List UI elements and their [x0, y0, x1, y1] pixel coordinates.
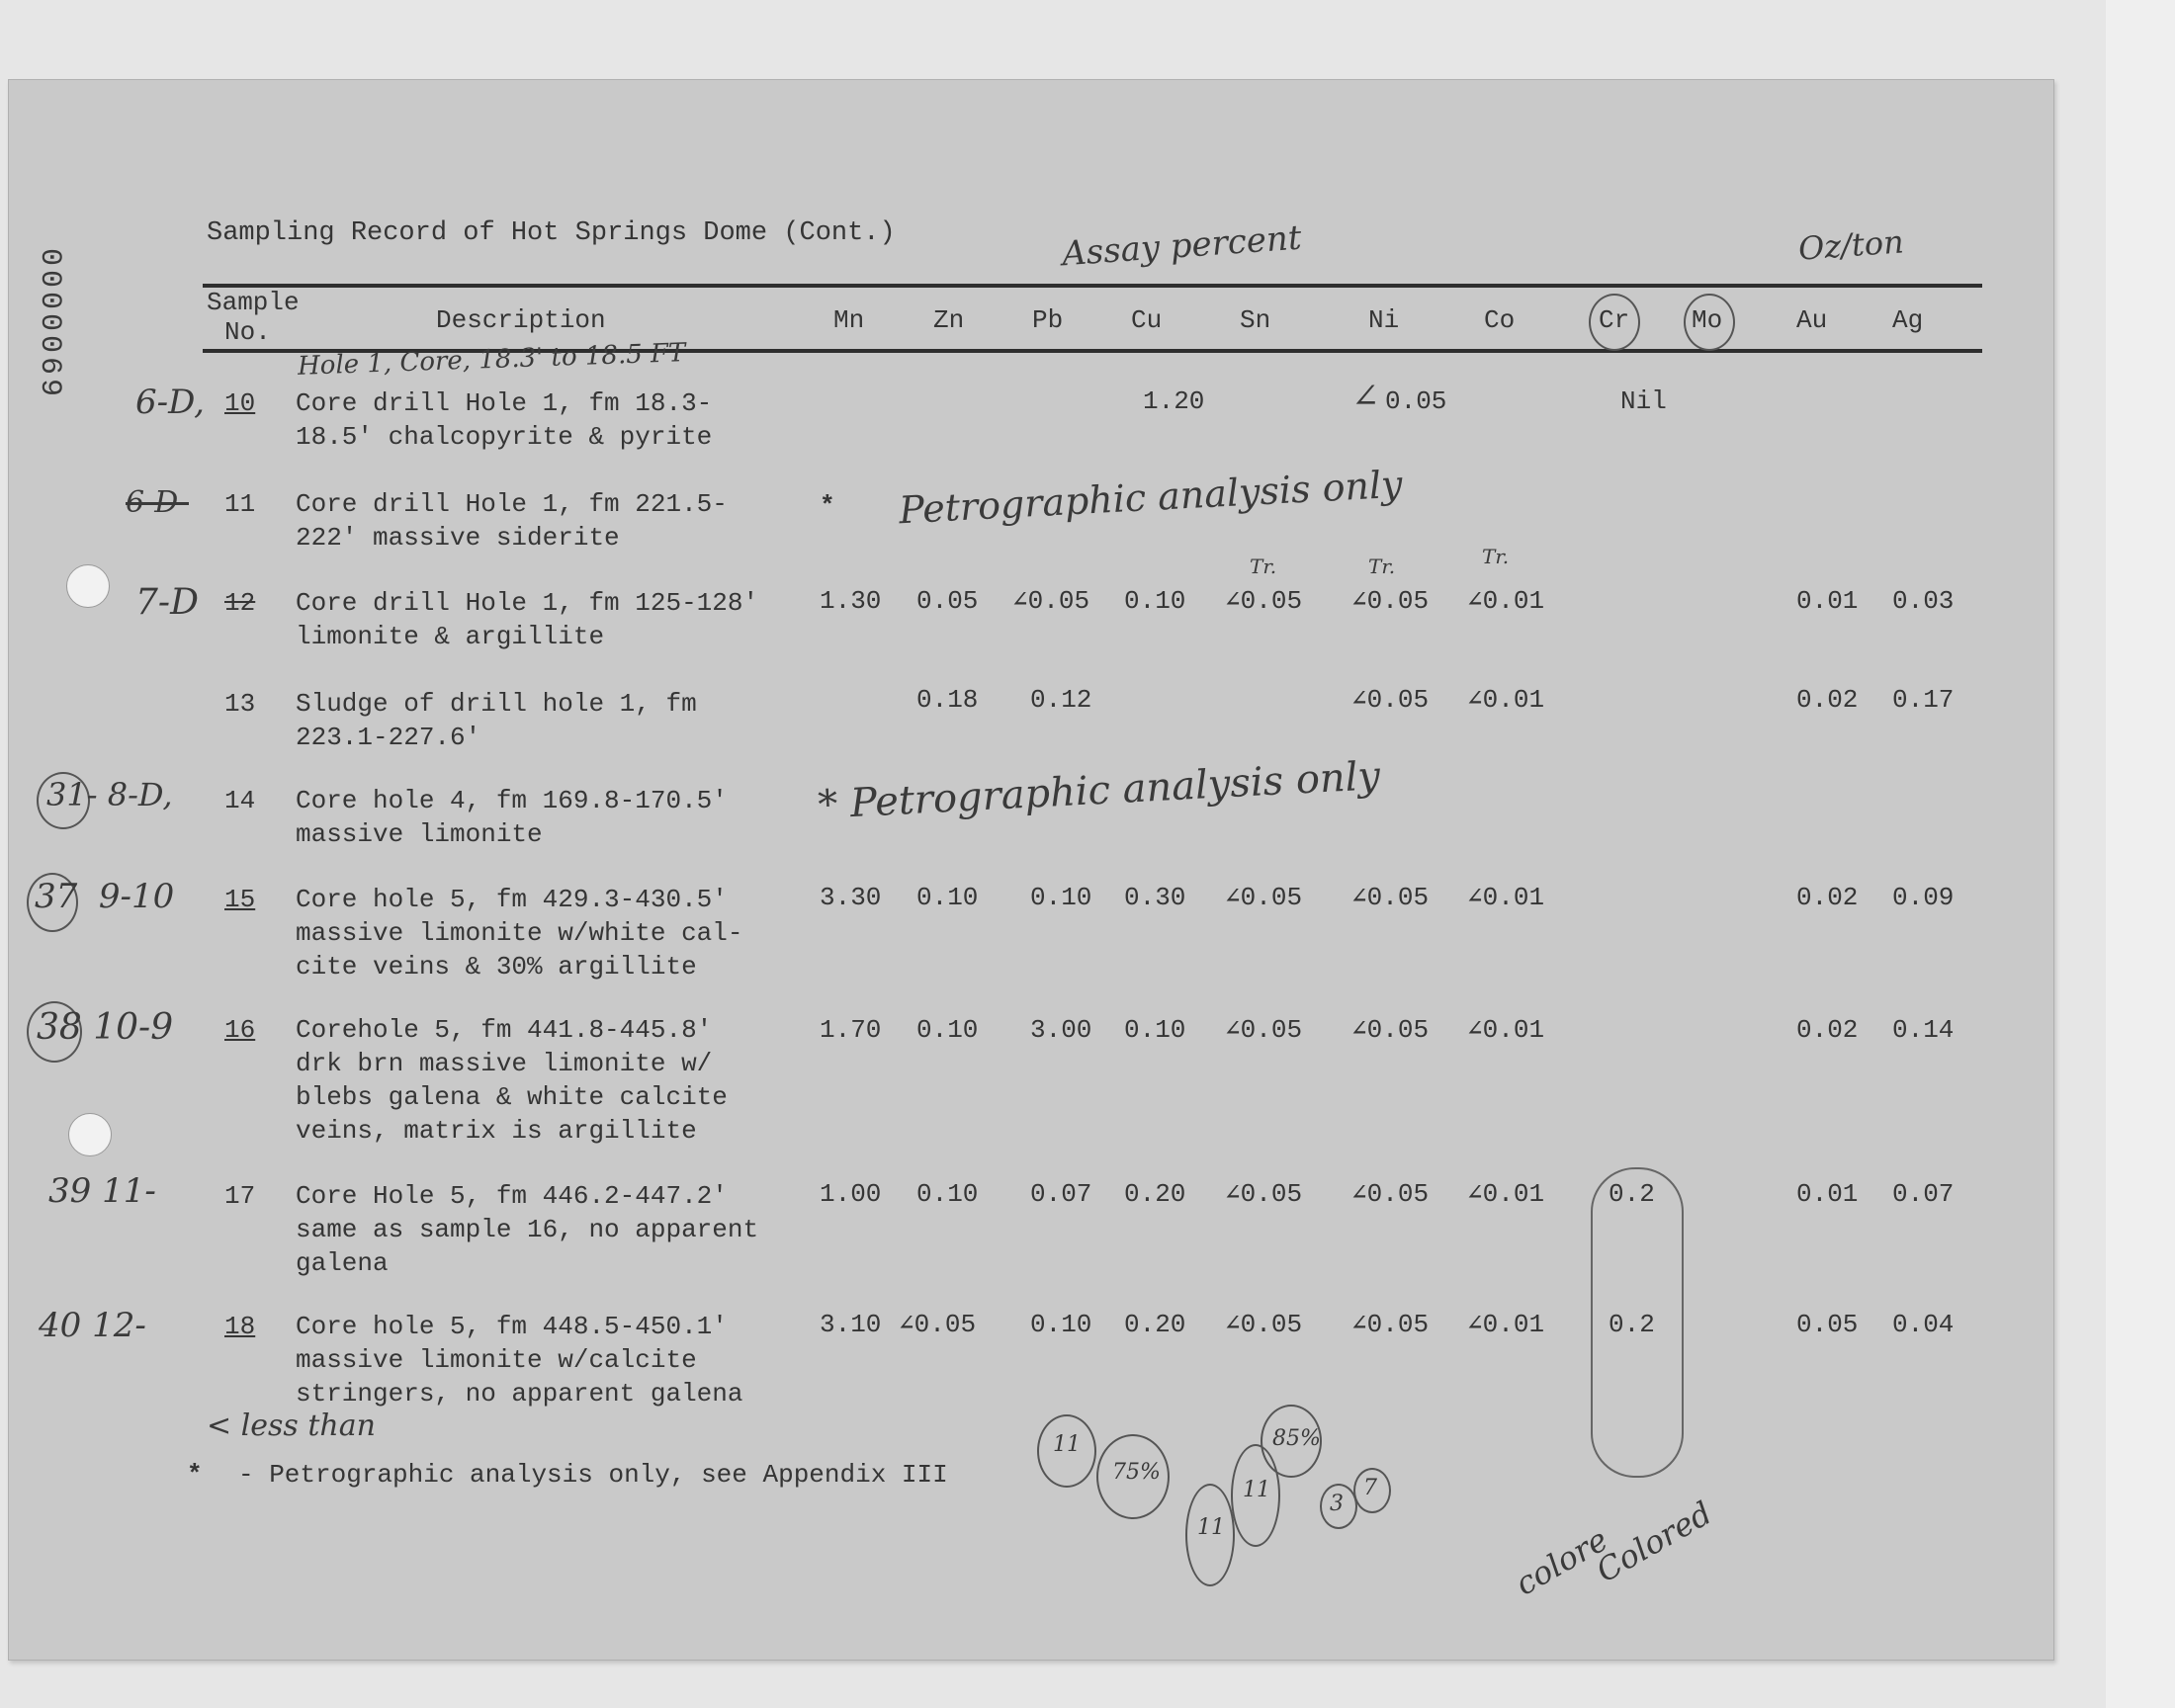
ni-17-val: 0.05 [1366, 1179, 1430, 1209]
petro-marker-11: * [820, 491, 835, 521]
hole-note: Hole 1, Core, 18.3' to 18.5 FT [297, 338, 686, 382]
tally-circle-5 [1261, 1405, 1322, 1478]
mn-12: 1.30 [820, 586, 882, 616]
pb-17: 0.07 [1030, 1179, 1092, 1209]
lt-sn-15: ∠ [1225, 883, 1241, 912]
co-15 [1467, 881, 1544, 914]
tally-circle-3 [1185, 1484, 1235, 1586]
tally-text-4: 11 [1243, 1478, 1270, 1502]
ni-12 [1351, 584, 1429, 618]
margin-note-14: 31- 8-D, [46, 776, 173, 813]
sn-16 [1225, 1013, 1302, 1047]
margin-note-10: 6-D, [135, 383, 205, 422]
lt-sn-12: ∠ [1225, 586, 1241, 616]
lt-ni-13: ∠ [1351, 685, 1367, 715]
background-strip [2106, 0, 2175, 1708]
ni-18-val: 0.05 [1366, 1310, 1430, 1339]
desc-16-line1: Corehole 5, fm 441.8-445.8' [296, 1015, 713, 1045]
margin-note-17: 39 11- [48, 1171, 156, 1211]
cu-17: 0.20 [1124, 1179, 1186, 1209]
colored-note: Colored [1590, 1494, 1718, 1590]
cu-10: 1.20 [1143, 386, 1205, 416]
col-header-cr: Cr [1599, 305, 1630, 335]
tally-text-2: 75% [1112, 1460, 1161, 1485]
co-17 [1467, 1177, 1544, 1211]
lt-co-12: ∠ [1467, 586, 1483, 616]
cr-10: Nil [1620, 386, 1667, 416]
margin-note-18: 40 12- [39, 1306, 146, 1345]
sn-17-val: 0.05 [1240, 1179, 1303, 1209]
margin-note-12: 7-D [135, 582, 199, 623]
tally-circle-1 [1037, 1414, 1096, 1488]
lt-co-15: ∠ [1467, 883, 1483, 912]
tally-text-7: 7 [1363, 1476, 1377, 1500]
tr-note-ni: Tr. [1368, 555, 1396, 578]
lt-ni-16: ∠ [1351, 1015, 1367, 1045]
lt-co-16: ∠ [1467, 1015, 1483, 1045]
less-than-legend: < less than [207, 1409, 376, 1443]
desc-17-line3: galena [296, 1248, 389, 1278]
petro-note-14: * Petrographic analysis only [817, 753, 1382, 828]
cr-17: 0.2 [1609, 1179, 1655, 1209]
sample-no-13: 13 [224, 689, 256, 719]
ag-15: 0.09 [1892, 883, 1955, 912]
tr-note-co: Tr. [1482, 545, 1510, 568]
desc-16-line4: veins, matrix is argillite [296, 1116, 697, 1146]
col-header-sample: Sample [207, 288, 300, 317]
desc-12-line2: limonite & argillite [296, 622, 605, 651]
desc-16-line2: drk brn massive limonite w/ [296, 1049, 713, 1078]
col-header-description: Description [436, 305, 606, 335]
ni-15 [1351, 881, 1429, 914]
cu-15: 0.30 [1124, 883, 1186, 912]
pb-16: 3.00 [1030, 1015, 1092, 1045]
co-18-val: 0.01 [1482, 1310, 1545, 1339]
co-13 [1467, 683, 1544, 717]
zn-15: 0.10 [916, 883, 979, 912]
col-header-pb: Pb [1032, 305, 1064, 335]
col-header-sn: Sn [1240, 305, 1271, 335]
co-12-val: 0.01 [1482, 586, 1545, 616]
sample-no-11: 11 [224, 489, 256, 519]
hole-punch-top [66, 564, 110, 608]
desc-17-line2: same as sample 16, no apparent [296, 1215, 759, 1244]
less-than-mark-ni-10: ∠ [1351, 377, 1380, 416]
sn-15-val: 0.05 [1240, 883, 1303, 912]
lt-co-18: ∠ [1467, 1310, 1483, 1339]
petro-note-11: Petrographic analysis only [898, 462, 1404, 533]
desc-18-line3: stringers, no apparent galena [296, 1379, 743, 1409]
ag-12: 0.03 [1892, 586, 1955, 616]
ag-17: 0.07 [1892, 1179, 1955, 1209]
lt-sn-18: ∠ [1225, 1310, 1241, 1339]
pb-12 [1012, 584, 1089, 618]
lt-ni-17: ∠ [1351, 1179, 1367, 1209]
desc-15-line3: cite veins & 30% argillite [296, 952, 697, 982]
footnote-marker: * [187, 1460, 203, 1490]
au-12: 0.01 [1796, 586, 1859, 616]
header-rule-top [203, 284, 1982, 288]
sn-17 [1225, 1177, 1302, 1211]
desc-18-line1: Core hole 5, fm 448.5-450.1' [296, 1312, 728, 1341]
co-18 [1467, 1308, 1544, 1341]
sn-12 [1225, 584, 1302, 618]
zn-12: 0.05 [916, 586, 979, 616]
document-page [8, 79, 2054, 1661]
ag-16: 0.14 [1892, 1015, 1955, 1045]
ni-16 [1351, 1013, 1429, 1047]
lt-ni-12: ∠ [1351, 586, 1367, 616]
desc-15-line1: Core hole 5, fm 429.3-430.5' [296, 885, 728, 914]
pb-18: 0.10 [1030, 1310, 1092, 1339]
tally-text-1: 11 [1053, 1432, 1081, 1457]
cu-16: 0.10 [1124, 1015, 1186, 1045]
mn-18: 3.10 [820, 1310, 882, 1339]
tally-text-6: 3 [1330, 1492, 1344, 1516]
desc-10-line1: Core drill Hole 1, fm 18.3- [296, 388, 713, 418]
sn-18 [1225, 1308, 1302, 1341]
lt-sn-16: ∠ [1225, 1015, 1241, 1045]
sn-15 [1225, 881, 1302, 914]
zn-13: 0.18 [916, 685, 979, 715]
ni-15-val: 0.05 [1366, 883, 1430, 912]
sample-no-14: 14 [224, 786, 256, 815]
oz-per-ton-note: Oz/ton [1796, 222, 1905, 268]
cu-12: 0.10 [1124, 586, 1186, 616]
pb-15: 0.10 [1030, 883, 1092, 912]
ni-10: 0.05 [1385, 386, 1447, 416]
col-header-mn: Mn [833, 305, 865, 335]
au-15: 0.02 [1796, 883, 1859, 912]
tally-circle-6 [1320, 1484, 1357, 1529]
ni-13 [1351, 683, 1429, 717]
ni-17 [1351, 1177, 1429, 1211]
lt-co-17: ∠ [1467, 1179, 1483, 1209]
au-17: 0.01 [1796, 1179, 1859, 1209]
desc-13-line1: Sludge of drill hole 1, fm [296, 689, 697, 719]
desc-14-line2: massive limonite [296, 819, 543, 849]
desc-15-line2: massive limonite w/white cal- [296, 918, 743, 948]
ni-18 [1351, 1308, 1429, 1341]
cu-18: 0.20 [1124, 1310, 1186, 1339]
mn-17: 1.00 [820, 1179, 882, 1209]
co-12 [1467, 584, 1544, 618]
co-16 [1467, 1013, 1544, 1047]
colore-note: colore [1509, 1520, 1614, 1603]
zn-18-val: 0.05 [914, 1310, 977, 1339]
desc-14-line1: Core hole 4, fm 169.8-170.5' [296, 786, 728, 815]
col-header-au: Au [1796, 305, 1828, 335]
col-header-cu: Cu [1131, 305, 1163, 335]
tally-circle-7 [1353, 1468, 1391, 1513]
au-18: 0.05 [1796, 1310, 1859, 1339]
sample-no-10: 10 [224, 388, 256, 418]
page-title: Sampling Record of Hot Springs Dome (Cont.) [207, 218, 896, 248]
tally-text-5: 85% [1272, 1426, 1321, 1451]
desc-18-line2: massive limonite w/calcite [296, 1345, 697, 1375]
col-header-zn: Zn [933, 305, 965, 335]
co-13-val: 0.01 [1482, 685, 1545, 715]
zn-16: 0.10 [916, 1015, 979, 1045]
au-16: 0.02 [1796, 1015, 1859, 1045]
lt-zn-18: ∠ [899, 1310, 914, 1339]
tr-note-sn: Tr. [1250, 555, 1277, 578]
mn-16: 1.70 [820, 1015, 882, 1045]
sample-no-12 [224, 586, 255, 620]
au-13: 0.02 [1796, 685, 1859, 715]
ni-12-val: 0.05 [1366, 586, 1430, 616]
co-15-val: 0.01 [1482, 883, 1545, 912]
sample-no-15: 15 [224, 885, 256, 914]
zn-17: 0.10 [916, 1179, 979, 1209]
hole-punch-bottom [68, 1113, 112, 1156]
ag-18: 0.04 [1892, 1310, 1955, 1339]
mo-circle-mark [1684, 294, 1735, 351]
pb-12-val: 0.05 [1027, 586, 1090, 616]
cr-circle-mark [1589, 294, 1640, 351]
desc-13-line2: 223.1-227.6' [296, 723, 481, 752]
footnote: - Petrographic analysis only, see Appendix III [238, 1460, 948, 1490]
lt-ni-18: ∠ [1351, 1310, 1367, 1339]
margin-note-16: 38 10-9 [37, 1007, 174, 1048]
desc-11-line2: 222' massive siderite [296, 523, 620, 553]
col-header-mo: Mo [1692, 305, 1723, 335]
assay-percent-note: Assay percent [1060, 217, 1303, 275]
ni-13-val: 0.05 [1366, 685, 1430, 715]
col-header-no: No. [224, 317, 271, 347]
lt-co-13: ∠ [1467, 685, 1483, 715]
margin-note-15: 37 9-10 [35, 877, 175, 916]
desc-17-line1: Core Hole 5, fm 446.2-447.2' [296, 1181, 728, 1211]
pb-13: 0.12 [1030, 685, 1092, 715]
stamp-number: 0000069 [33, 248, 66, 401]
lt-ni-15: ∠ [1351, 883, 1367, 912]
sample-no-18: 18 [224, 1312, 256, 1341]
ag-13: 0.17 [1892, 685, 1955, 715]
sn-12-val: 0.05 [1240, 586, 1303, 616]
sample-no-16: 16 [224, 1015, 256, 1045]
col-header-ag: Ag [1892, 305, 1924, 335]
co-17-val: 0.01 [1482, 1179, 1545, 1209]
desc-11-line1: Core drill Hole 1, fm 221.5- [296, 489, 728, 519]
zn-18 [899, 1308, 976, 1341]
col-header-co: Co [1484, 305, 1516, 335]
desc-16-line3: blebs galena & white calcite [296, 1082, 728, 1112]
margin-note-11: 6-D- [126, 485, 189, 520]
ni-16-val: 0.05 [1366, 1015, 1430, 1045]
sample-no-12-text: 12 [224, 588, 256, 618]
mn-15: 3.30 [820, 883, 882, 912]
co-16-val: 0.01 [1482, 1015, 1545, 1045]
desc-10-line2: 18.5' chalcopyrite & pyrite [296, 422, 713, 452]
sn-16-val: 0.05 [1240, 1015, 1303, 1045]
desc-12-line1: Core drill Hole 1, fm 125-128' [296, 588, 759, 618]
cr-18: 0.2 [1609, 1310, 1655, 1339]
col-header-ni: Ni [1368, 305, 1400, 335]
lt-sn-17: ∠ [1225, 1179, 1241, 1209]
lt-pb-12: ∠ [1012, 586, 1028, 616]
sn-18-val: 0.05 [1240, 1310, 1303, 1339]
sample-no-17: 17 [224, 1181, 256, 1211]
tally-circle-2 [1096, 1434, 1170, 1519]
tally-text-3: 11 [1197, 1515, 1225, 1540]
